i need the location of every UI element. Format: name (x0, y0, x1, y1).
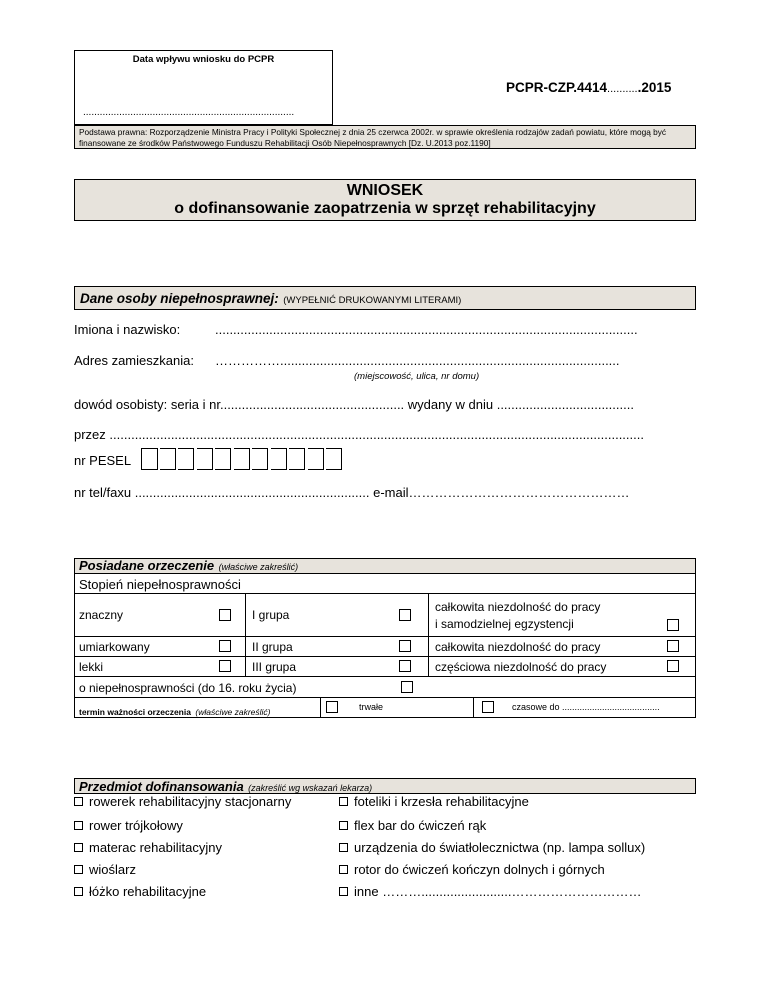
issued-by-field[interactable]: .................................................................................................................................................... (109, 427, 644, 442)
checkbox-icon[interactable] (339, 887, 348, 896)
pesel-field[interactable] (141, 448, 346, 470)
divider (428, 637, 429, 657)
receipt-date-dots: ............................................................................ (83, 107, 295, 118)
certificate-table (74, 558, 696, 718)
pesel-digit-cell[interactable] (289, 448, 305, 470)
child-disability-label: o niepełnosprawności (do 16. roku życia) (79, 681, 297, 695)
validity-permanent-checkbox[interactable] (326, 701, 338, 713)
issued-by-label: przez (74, 427, 106, 442)
issued-field[interactable]: ...................................... (496, 397, 634, 412)
subject-item[interactable] (74, 794, 291, 809)
pesel-digit-cell[interactable] (271, 448, 287, 470)
legal-basis-text: Podstawa prawna: Rozporządzenie Ministra Pracy i Polityki Społecznej z dnia 25 czerwca 2002r. w sprawie określenia rodzajów zadań powiatu, które mogą być finansowane ze środków Państwowego Funduszu Rehabilitacji Osób Niepełnosprawnych [Dz. U.2013 poz.1190] (79, 127, 667, 148)
subject-item-label: urządzenia do światłolecznictwa (np. lampa sollux) (354, 840, 646, 855)
divider (428, 594, 429, 637)
pesel-label: nr PESEL (74, 453, 132, 468)
subject-item[interactable] (339, 862, 605, 877)
address-label: Adres zamieszkania: (74, 353, 194, 368)
validity-row (75, 698, 695, 717)
degree-row-significant (75, 594, 695, 637)
person-heading-title: Dane osoby niepełnosprawnej: (80, 291, 279, 306)
subject-heading (74, 778, 696, 794)
pesel-digit-cell[interactable] (160, 448, 176, 470)
checkbox-icon[interactable] (74, 797, 83, 806)
divider (245, 657, 246, 677)
validity-temporary-field[interactable]: ....................................... (562, 702, 660, 712)
degree-significant-label: znaczny (79, 608, 124, 622)
child-disability-checkbox[interactable] (401, 681, 413, 693)
legal-basis (74, 125, 696, 149)
reference-dots: .......... (607, 83, 638, 95)
certificate-heading (75, 559, 695, 574)
person-heading-note: (WYPEŁNIĆ DRUKOWANYMI LITERAMI) (283, 295, 462, 306)
checkbox-icon[interactable] (74, 821, 83, 830)
id-row (74, 397, 698, 412)
group-1-label: I grupa (252, 608, 290, 622)
subject-item-label: materac rehabilitacyjny (89, 840, 222, 855)
subject-item-label: rowerek rehabilitacyjny stacjonarny (89, 794, 292, 809)
incapacity-partial-checkbox[interactable] (667, 660, 679, 672)
phone-label: nr tel/faxu (74, 485, 132, 500)
checkbox-icon[interactable] (339, 821, 348, 830)
validity-label: termin ważności orzeczenia (79, 707, 191, 717)
degree-significant-checkbox[interactable] (219, 609, 231, 621)
incapacity-full-label: całkowita niezdolność do pracy (435, 640, 601, 654)
degree-light-label: lekki (79, 660, 104, 674)
form-title (74, 179, 696, 221)
group-2-label: II grupa (252, 640, 293, 654)
group-1-checkbox[interactable] (399, 609, 411, 621)
phone-field[interactable]: ................................................................. (134, 485, 370, 500)
pesel-digit-cell[interactable] (142, 448, 158, 470)
validity-temporary-label: czasowe do (512, 702, 560, 712)
certificate-heading-title: Posiadane orzeczenie (79, 558, 215, 573)
subject-heading-note: (zakreślić wg wskazań lekarza) (248, 783, 373, 793)
issued-label: wydany w dniu (407, 397, 494, 412)
pesel-digit-cell[interactable] (326, 448, 342, 470)
degree-label: Stopień niepełnosprawności (79, 577, 241, 592)
validity-temporary-checkbox[interactable] (482, 701, 494, 713)
subject-item-label: rotor do ćwiczeń kończyn dolnych i górnych (354, 862, 605, 877)
pesel-digit-cell[interactable] (308, 448, 324, 470)
id-label: dowód osobisty: seria i nr (74, 397, 220, 412)
address-field[interactable]: …………….............................................................................................. (215, 353, 620, 368)
contact-row (74, 485, 698, 500)
issued-by-row (74, 427, 698, 442)
pesel-digit-cell[interactable] (215, 448, 231, 470)
reference-number (506, 80, 671, 95)
checkbox-icon[interactable] (339, 865, 348, 874)
name-field[interactable]: ..................................................................................................................... (215, 322, 638, 337)
subject-item-label: flex bar do ćwiczeń rąk (354, 818, 487, 833)
form-title-line1: WNIOSEK (346, 182, 424, 199)
subject-item[interactable] (339, 818, 486, 833)
checkbox-icon[interactable] (339, 843, 348, 852)
receipt-date-box[interactable] (74, 50, 333, 125)
divider (320, 698, 321, 717)
subject-item-label: wioślarz (89, 862, 136, 877)
reference-year: .2015 (637, 80, 672, 95)
pesel-digit-cell[interactable] (234, 448, 250, 470)
pesel-digit-cell[interactable] (178, 448, 194, 470)
checkbox-icon[interactable] (74, 887, 83, 896)
divider (428, 657, 429, 677)
validity-note: (właściwe zakreślić) (195, 707, 271, 717)
person-section-heading (74, 286, 696, 310)
child-disability-row (75, 677, 695, 698)
email-label: e-mail (373, 485, 409, 500)
group-2-checkbox[interactable] (399, 640, 411, 652)
subject-item[interactable] (74, 818, 183, 833)
receipt-date-label: Data wpływu wniosku do PCPR (132, 54, 275, 65)
incapacity-full-independent-checkbox[interactable] (667, 619, 679, 631)
incapacity-full-independent-label-1: całkowita niezdolność do pracy (435, 600, 601, 614)
checkbox-icon[interactable] (339, 797, 348, 806)
subject-item-label: inne ……….........................………………………… (354, 884, 642, 899)
divider (245, 637, 246, 657)
validity-temporary-row (512, 702, 660, 712)
address-hint: (miejscowość, ulica, nr domu) (354, 371, 480, 382)
checkbox-icon[interactable] (74, 865, 83, 874)
pesel-digit-cell[interactable] (197, 448, 213, 470)
validity-label-cell (79, 702, 271, 720)
reference-prefix: PCPR-CZP.4414 (506, 80, 608, 95)
degree-moderate-checkbox[interactable] (219, 640, 231, 652)
validity-permanent-label: trwałe (359, 702, 384, 712)
incapacity-full-independent-label-2: i samodzielnej egzystencji (435, 617, 574, 631)
subject-item-label: rower trójkołowy (89, 818, 183, 833)
certificate-heading-note: (właściwe zakreślić) (218, 562, 299, 572)
incapacity-full-checkbox[interactable] (667, 640, 679, 652)
degree-light-checkbox[interactable] (219, 660, 231, 672)
checkbox-icon[interactable] (74, 843, 83, 852)
subject-item[interactable] (74, 862, 136, 877)
incapacity-partial-label: częściowa niezdolność do pracy (435, 660, 607, 674)
subject-item[interactable] (339, 884, 699, 899)
degree-moderate-label: umiarkowany (79, 640, 150, 654)
subject-item[interactable] (339, 794, 529, 809)
degree-label-row (75, 574, 695, 594)
form-title-line2: o dofinansowanie zaopatrzenia w sprzęt rehabilitacyjny (174, 200, 596, 217)
degree-row-moderate (75, 637, 695, 657)
id-field[interactable]: ................................................... (219, 397, 405, 412)
subject-item-label: łóżko rehabilitacyjne (89, 884, 207, 899)
subject-item[interactable] (339, 840, 645, 855)
subject-item[interactable] (74, 884, 206, 899)
subject-heading-title: Przedmiot dofinansowania (79, 779, 244, 794)
group-3-label: III grupa (252, 660, 297, 674)
degree-row-light (75, 657, 695, 677)
email-field[interactable]: …………………………………………… (408, 485, 630, 500)
divider (473, 698, 474, 717)
pesel-digit-cell[interactable] (252, 448, 268, 470)
group-3-checkbox[interactable] (399, 660, 411, 672)
subject-item[interactable] (74, 840, 222, 855)
name-label: Imiona i nazwisko: (74, 322, 181, 337)
subject-item-label: foteliki i krzesła rehabilitacyjne (354, 794, 529, 809)
divider (245, 594, 246, 637)
